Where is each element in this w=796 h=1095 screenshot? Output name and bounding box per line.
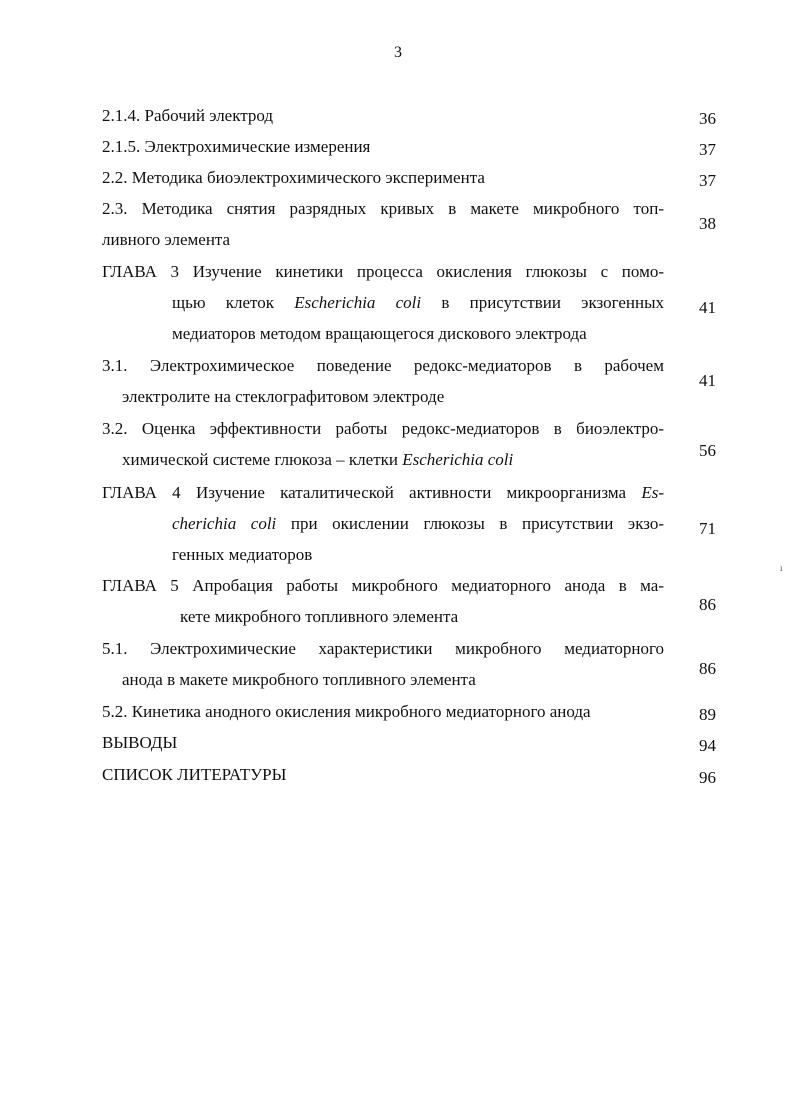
toc-entry-page: 41 [699, 298, 716, 317]
toc-entry-title-line: cherichia coli при окислении глюкозы в присутствии экзо- [172, 514, 665, 533]
toc-entry-title-line: 2.3. Методика снятия разрядных кривых в макете микробного топ- [102, 199, 664, 218]
toc-entry-title-line: ГЛАВА 4 Изучение каталитической активности микроорганизма Es- [102, 483, 665, 502]
toc-entry-title-line: кете микробного топливного элемента [180, 607, 459, 626]
toc-entry-page: 56 [699, 441, 716, 460]
toc-entry-title: СПИСОК ЛИТЕРАТУРЫ [102, 765, 287, 784]
toc-entry-page: 37 [699, 140, 716, 159]
organism-name: Escherichia coli [294, 293, 422, 312]
toc-entry-title-line: 3.1. Электрохимическое поведение редокс-медиаторов в рабочем [102, 356, 664, 375]
toc-entry-title-line: химической системе глюкоза – клетки Escherichia coli [122, 450, 514, 469]
toc-entry-title-line: генных медиаторов [172, 545, 313, 564]
toc-entry-page: 37 [699, 171, 716, 190]
toc-entry-page: 86 [699, 659, 716, 678]
toc-entry-page: 36 [699, 109, 716, 128]
toc-entry-page: 94 [699, 736, 716, 755]
toc-entry-title: ВЫВОДЫ [102, 733, 178, 752]
toc-entry-title-line: электролите на стеклографитовом электроде [122, 387, 445, 406]
page-number: 3 [394, 44, 402, 61]
toc-entry-title-line: ливного элемента [102, 230, 231, 249]
toc-entry-page: 38 [699, 214, 716, 233]
toc-entry-page: 71 [699, 519, 716, 538]
toc-entry-title-line: ГЛАВА 5 Апробация работы микробного медиаторного анода в ма- [102, 576, 664, 595]
toc-entry-title: 2.1.4. Рабочий электрод [102, 106, 274, 125]
toc-entry-page: 86 [699, 595, 716, 614]
organism-name: Es- [641, 483, 665, 502]
toc-entry-title: 5.2. Кинетика анодного окисления микробного медиаторного анода [102, 702, 591, 721]
organism-name: cherichia coli [172, 514, 277, 533]
toc-entry-page: 89 [699, 705, 716, 724]
toc-entry-title-line: ГЛАВА 3 Изучение кинетики процесса окисления глюкозы с помо- [102, 262, 664, 281]
organism-name: Escherichia coli [402, 450, 514, 469]
toc-entry-title-line: анода в макете микробного топливного элемента [122, 670, 476, 689]
toc-entry-title-line: щью клеток Escherichia coli в присутствии экзогенных [172, 293, 665, 312]
toc-entry-title-line: 3.2. Оценка эффективности работы редокс-медиаторов в биоэлектро- [102, 419, 664, 438]
toc-entry-page: 41 [699, 371, 716, 390]
toc-entry-title-line: 5.1. Электрохимические характеристики микробного медиаторного [102, 639, 664, 658]
toc-entry-title-line: медиаторов методом вращающегося дискового электрода [172, 324, 587, 343]
toc-entry-title: 2.2. Методика биоэлектрохимического эксперимента [102, 168, 485, 187]
margin-mark: ı [780, 563, 783, 573]
toc-entry-page: 96 [699, 768, 716, 787]
toc-entry-title: 2.1.5. Электрохимические измерения [102, 137, 371, 156]
